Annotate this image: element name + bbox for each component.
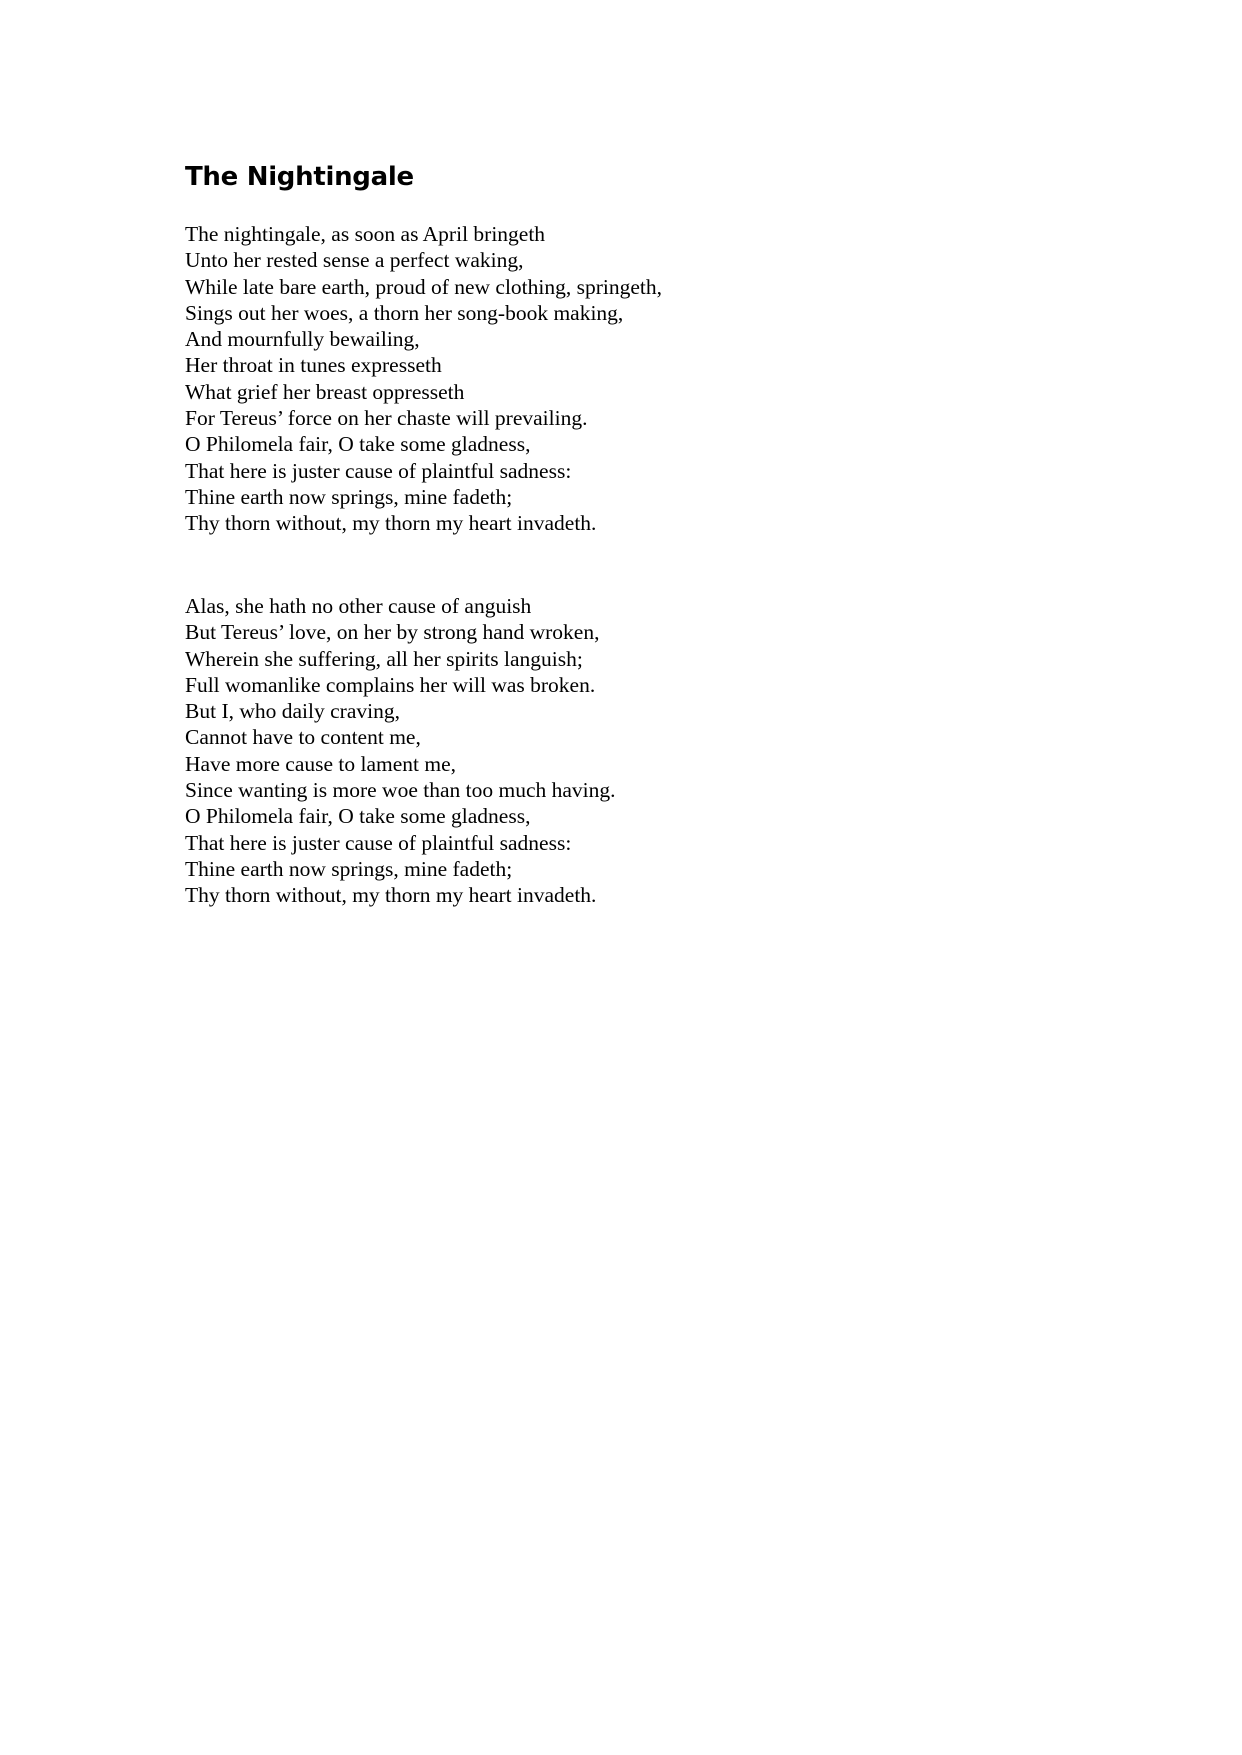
poem-line: But I, who daily craving,	[185, 699, 400, 724]
poem-line: O Philomela fair, O take some gladness,	[185, 432, 531, 457]
poem-line: That here is juster cause of plaintful sadness:	[185, 830, 572, 855]
poem-line: Sings out her woes, a thorn her song-book making,	[185, 300, 624, 325]
poem-line: What grief her breast oppresseth	[185, 379, 465, 404]
poem-line: Thy thorn without, my thorn my heart invadeth.	[185, 511, 597, 536]
poem-line: While late bare earth, proud of new clothing, springeth,	[185, 274, 663, 299]
poem-line: Wherein she suffering, all her spirits languish;	[185, 646, 583, 671]
poem-title: The Nightingale	[185, 162, 414, 192]
poem-line: But Tereus’ love, on her by strong hand wroken,	[185, 620, 600, 645]
poem-line: The nightingale, as soon as April bringeth	[185, 222, 546, 246]
poem-line: Alas, she hath no other cause of anguish	[185, 594, 532, 618]
poem-line: That here is juster cause of plaintful sadness:	[185, 458, 572, 483]
poem-line: And mournfully bewailing,	[185, 327, 420, 352]
poem-line: Have more cause to lament me,	[185, 751, 457, 776]
poem-line: For Tereus’ force on her chaste will prevailing.	[185, 406, 588, 431]
poem-line: Thy thorn without, my thorn my heart invadeth.	[185, 883, 597, 908]
poem-line: Cannot have to content me,	[185, 725, 421, 750]
stanza-2	[185, 593, 616, 909]
poem-line: Since wanting is more woe than too much having.	[185, 778, 616, 803]
poem-line: O Philomela fair, O take some gladness,	[185, 804, 531, 829]
poem-line: Unto her rested sense a perfect waking,	[185, 248, 524, 273]
stanza-1	[185, 221, 662, 537]
poem-line: Thine earth now springs, mine fadeth;	[185, 856, 513, 881]
poem-line: Full womanlike complains her will was broken.	[185, 672, 596, 697]
poem-line: Her throat in tunes expresseth	[185, 353, 442, 378]
poem-line: Thine earth now springs, mine fadeth;	[185, 484, 513, 509]
